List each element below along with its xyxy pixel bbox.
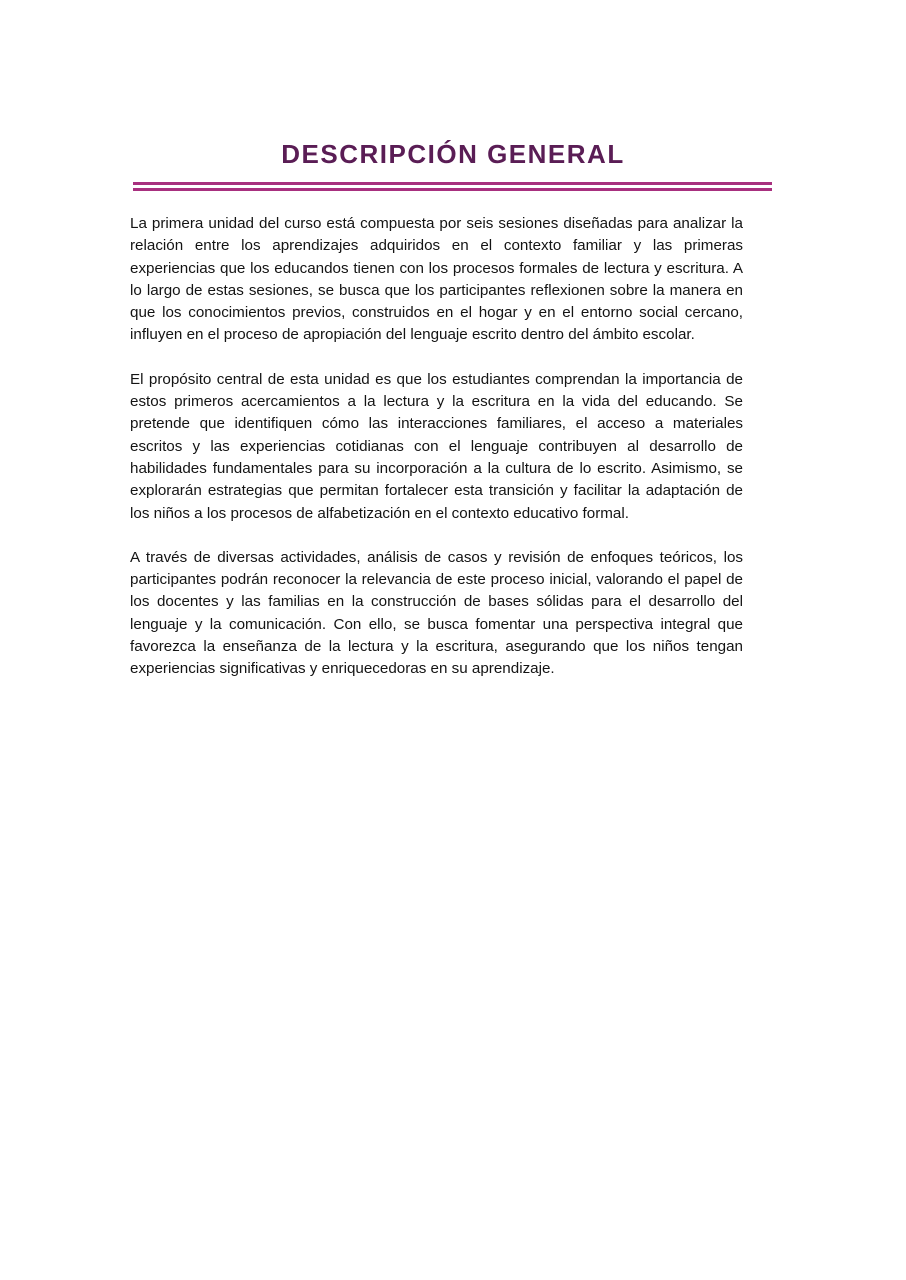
page-title: DESCRIPCIÓN GENERAL [281, 139, 625, 169]
title-underline-bottom [133, 188, 772, 191]
title-underline-top [133, 182, 772, 185]
paragraph-3: A través de diversas actividades, análisis de casos y revisión de enfoques teóricos, los participantes podrán reconocer la relevancia de este proceso inicial, valorando el papel de los docentes y las familias en la construcción de bases sólidas para el desarrollo del lenguaje y la comunicación. Con ello, se busca fomentar una perspectiva integral que favorezca la enseñanza de la lectura y la escritura, asegurando que los niños tengan experiencias significativas y enriquecedoras en su aprendizaje. [130, 548, 743, 678]
paragraph-1: La primera unidad del curso está compuesta por seis sesiones diseñadas para analizar la relación entre los aprendizajes adquiridos en el contexto familiar y las primeras experiencias que los educandos tienen con los procesos formales de lectura y escritura. A lo largo de estas sesiones, se busca que los participantes reflexionen sobre la manera en que los conocimientos previos, construidos en el hogar y en el entorno social cercano, influyen en el proceso de apropiación del lenguaje escrito dentro del ámbito escolar. [130, 215, 743, 344]
paragraph-2: El propósito central de esta unidad es que los estudiantes comprendan la importancia de estos primeros acercamientos a la lectura y la escritura en la vida del educando. Se pretende que identifiquen cómo las interacciones familiares, el acceso a materiales escritos y las experiencias cotidianas con el lenguaje contribuyen al desarrollo de habilidades fundamentales para su incorporación a la cultura de lo escrito. Asimismo, se explorarán estrategias que permitan fortalecer esta transición y facilitar la adaptación de los niños a los procesos de alfabetización en el contexto educativo formal. [130, 370, 743, 522]
body-text [130, 213, 743, 703]
